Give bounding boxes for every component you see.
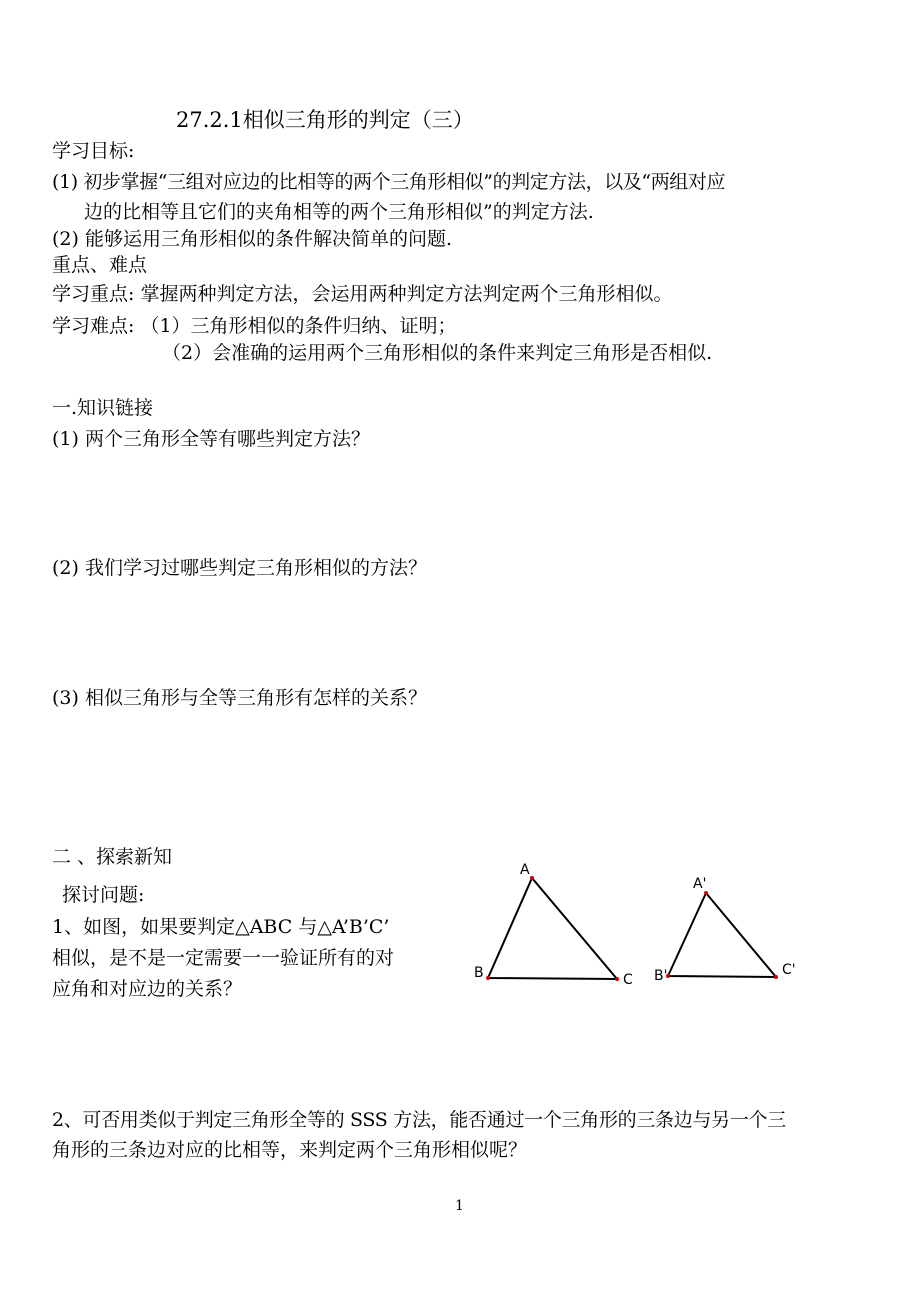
label-a-prime: A' [693, 876, 707, 892]
section-2-subheading: 探讨问题: [62, 884, 145, 906]
vertex-b-dot [486, 976, 490, 980]
problem-2-line-1: 2、可否用类似于判定三角形全等的 SSS 方法，能否通过一个三角形的三条边与另一个三 [52, 1109, 786, 1131]
vertex-c-prime-dot [774, 975, 778, 979]
label-b-prime: B' [654, 968, 668, 984]
question-3: (3) 相似三角形与全等三角形有怎样的关系？ [52, 687, 427, 709]
page-title: 27.2.1相似三角形的判定（三） [176, 108, 474, 132]
triangle-a-prime-b-prime-c-prime [654, 876, 796, 984]
goals-heading: 学习目标: [52, 140, 135, 162]
similar-triangles-figure [460, 850, 810, 1000]
difficulty-text-1: 学习难点: （1）三角形相似的条件归纳、证明； [52, 315, 457, 337]
section-2-heading: 二 、探索新知 [52, 846, 173, 868]
page-number: 1 [455, 1198, 464, 1214]
triangle-prime-outline [668, 893, 776, 977]
problem-1-line-2: 相似，是不是一定需要一一验证所有的对 [52, 947, 395, 969]
section-1-heading: 一.知识链接 [52, 397, 154, 419]
triangle-abc [474, 862, 633, 988]
difficulty-text-2: （2）会准确的运用两个三角形相似的条件来判定三角形是否相似. [162, 342, 713, 364]
vertex-c-dot [615, 977, 619, 981]
vertex-a-dot [530, 876, 534, 880]
key-points-heading: 重点、难点 [52, 254, 148, 276]
goal-item-1-line-1: (1) 初步掌握“三组对应边的比相等的两个三角形相似”的判定方法，以及“两组对应 [52, 171, 726, 193]
problem-1-line-3: 应角和对应边的关系？ [52, 978, 243, 1000]
label-b: B [474, 965, 484, 981]
label-a: A [520, 862, 530, 878]
goal-item-2: (2) 能够运用三角形相似的条件解决简单的问题. [52, 228, 452, 250]
question-2: (2) 我们学习过哪些判定三角形相似的方法？ [52, 557, 427, 579]
goal-item-1-line-2: 边的比相等且它们的夹角相等的两个三角形相似”的判定方法. [84, 201, 594, 223]
focus-text: 学习重点: 掌握两种判定方法，会运用两种判定方法判定两个三角形相似。 [52, 283, 673, 305]
question-1: (1) 两个三角形全等有哪些判定方法？ [52, 428, 370, 450]
problem-2-line-2: 角形的三条边对应的比相等，来判定两个三角形相似呢？ [52, 1139, 528, 1161]
label-c: C [623, 972, 633, 988]
triangle-abc-outline [488, 878, 617, 979]
label-c-prime: C' [782, 962, 796, 978]
problem-1-line-1: 1、如图，如果要判定△ABC 与△A’B’C’ [52, 916, 390, 938]
